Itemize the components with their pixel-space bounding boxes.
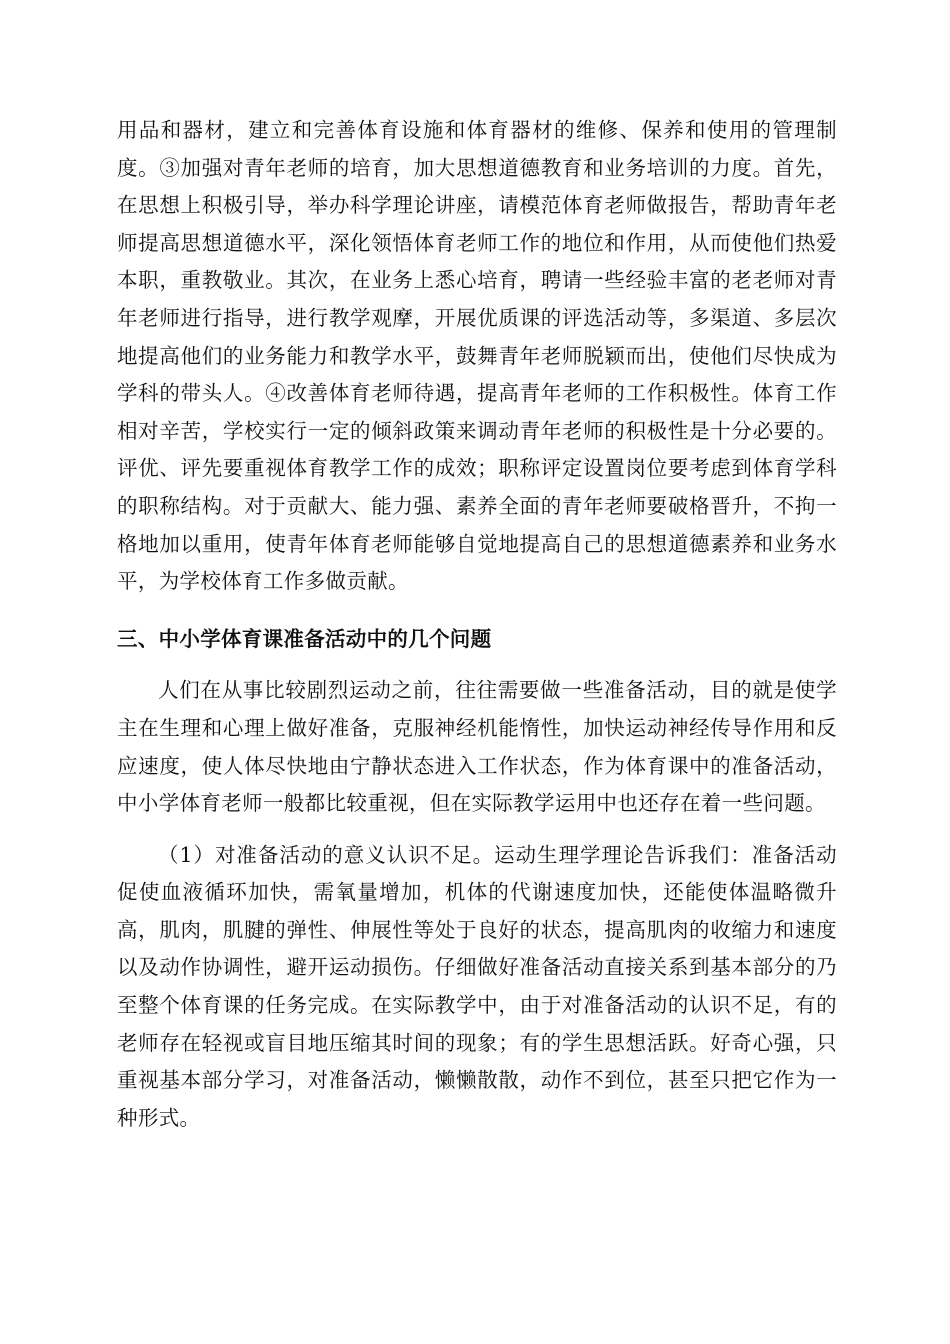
- body-paragraph-2: 人们在从事比较剧烈运动之前，往往需要做一些准备活动，目的就是使学主在生理和心理上做好准备，克服神经机能惰性，加快运动神经传导作用和反应速度，使人体尽快地由宁静状态进入工作状态，作为体育课中的准备活动，中小学体育老师一般都比较重视，但在实际教学运用中也还存在着一些问题。: [117, 678, 837, 816]
- body-paragraph-3: （1）对准备活动的意义认识不足。运动生理学理论告诉我们：准备活动促使血液循环加快，需氧量增加，机体的代谢速度加快，还能使体温略微升高，肌肉，肌腱的弹性、伸展性等处于良好的状态，提高肌肉的收缩力和速度以及动作协调性，避开运动损伤。仔细做好准备活动直接关系到基本部分的乃至整个体育课的任务完成。在实际教学中，由于对准备活动的认识不足，有的老师存在轻视或盲目地压缩其时间的现象；有的学生思想活跃。好奇心强，只重视基本部分学习，对准备活动，懒懒散散，动作不到位，甚至只把它作为一种形式。: [117, 842, 837, 1130]
- body-paragraph-1: 用品和器材，建立和完善体育设施和体育器材的维修、保养和使用的管理制度。③加强对青年老师的培育，加大思想道德教育和业务培训的力度。首先，在思想上积极引导，举办科学理论讲座，请模范体育老师做报告，帮助青年老师提高思想道德水平，深化领悟体育老师工作的地位和作用，从而使他们热爱本职，重教敬业。其次，在业务上悉心培育，聘请一些经验丰富的老老师对青年老师进行指导，进行教学观摩，开展优质课的评选活动等，多渠道、多层次地提高他们的业务能力和教学水平，鼓舞青年老师脱颖而出，使他们尽快成为学科的带头人。④改善体育老师待遇，提高青年老师的工作积极性。体育工作相对辛苦，学校实行一定的倾斜政策来调动青年老师的积极性是十分必要的。评优、评先要重视体育教学工作的成效；职称评定设置岗位要考虑到体育学科的职称结构。对于贡献大、能力强、素养全面的青年老师要破格晋升，不拘一格地加以重用，使青年体育老师能够自觉地提高自己的思想道德素养和业务水平，为学校体育工作多做贡献。: [117, 118, 837, 594]
- document-body: [117, 112, 837, 1137]
- section-heading: 三、中小学体育课准备活动中的几个问题: [117, 626, 492, 651]
